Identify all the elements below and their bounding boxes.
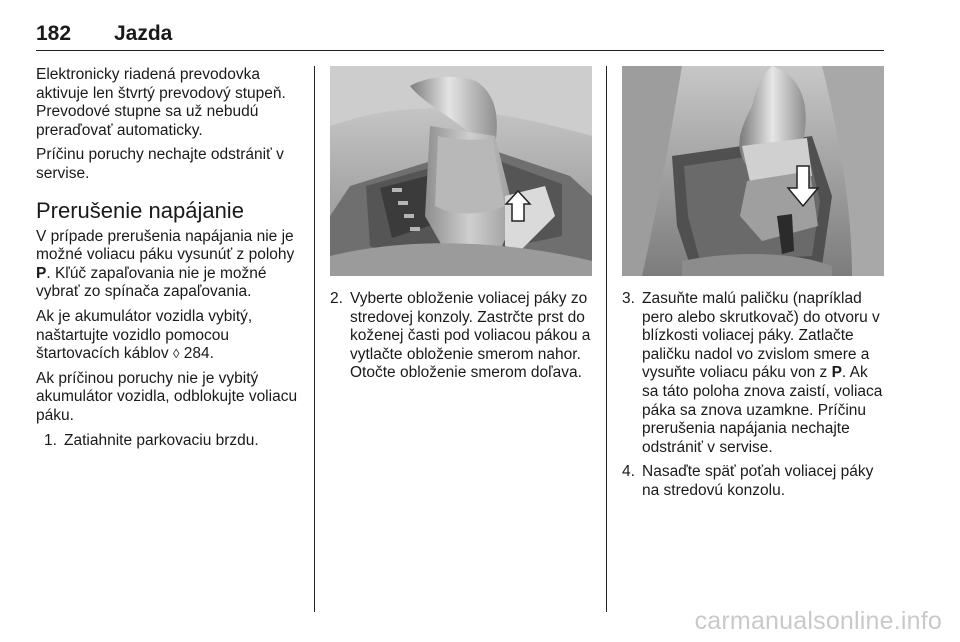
intro-paragraph-1: Elektronicky riadená prevodovka aktivuje len štvrtý prevodový stupeň. Prevodové stupne sa už nebudú preraďovať automaticky. bbox=[36, 66, 286, 139]
page-reference-link[interactable]: 284. bbox=[179, 345, 214, 363]
power-interruption-paragraph: V prípade prerušenia napájania nie je možné voliacu páku vysunúť z polohy P. Kľúč zapaľovania nie je možné vybrať zo spínača zapaľovania. bbox=[36, 227, 295, 301]
watermark: carmanualsonline.info bbox=[694, 607, 942, 635]
page-header bbox=[36, 18, 884, 51]
position-p-label-2: P bbox=[831, 364, 842, 382]
step-4: 4. Nasaďte späť poťah voliacej páky na stredovú konzolu. bbox=[622, 463, 874, 499]
section-heading: Prerušenie napájanie bbox=[36, 197, 244, 223]
gear-lever-cover-illustration bbox=[330, 66, 592, 276]
chapter-title: Jazda bbox=[114, 22, 173, 45]
step-3: 3. Zasuňte malú paličku (napríklad pero alebo skrutkovač) do otvoru v blízkosti voliacej páky. Zatlačte paličku nadol vo zvislom smere a vysuňte voliacu páku von z P. Ak sa táto poloha znova zaistí, voliaca páka sa znova uzamkne. Príčinu prerušenia napájania nechajte odstrániť v servise. bbox=[622, 290, 883, 456]
column-divider-1 bbox=[314, 66, 315, 612]
position-p-label: P bbox=[36, 264, 47, 282]
column-divider-2 bbox=[606, 66, 607, 612]
step-2: 2. Vyberte obloženie voliacej páky zo stredovej konzoly. Zastrčte prst do koženej časti pod voliacou pákou a vytlačte obloženie smerom nahor. Otočte obloženie smerom doľava. bbox=[330, 290, 591, 382]
column-3 bbox=[622, 290, 884, 507]
column-1 bbox=[36, 66, 300, 456]
page-number: 182 bbox=[36, 22, 72, 45]
unlock-paragraph: Ak príčinou poruchy nie je vybitý akumulátor vozidla, odblokujte voliacu páku. bbox=[36, 369, 298, 424]
intro-paragraph-2: Príčinu poruchy nechajte odstrániť v servise. bbox=[36, 146, 284, 182]
jump-start-paragraph: Ak je akumulátor vozidla vybitý, naštartujte vozidlo pomocou štartovacích káblov ◊ 284. bbox=[36, 307, 253, 363]
release-stick-illustration bbox=[622, 66, 884, 276]
page-reference-icon: ◊ bbox=[172, 346, 180, 362]
step-1: 1. Zatiahnite parkovaciu brzdu. bbox=[44, 431, 259, 449]
column-2 bbox=[330, 290, 592, 389]
